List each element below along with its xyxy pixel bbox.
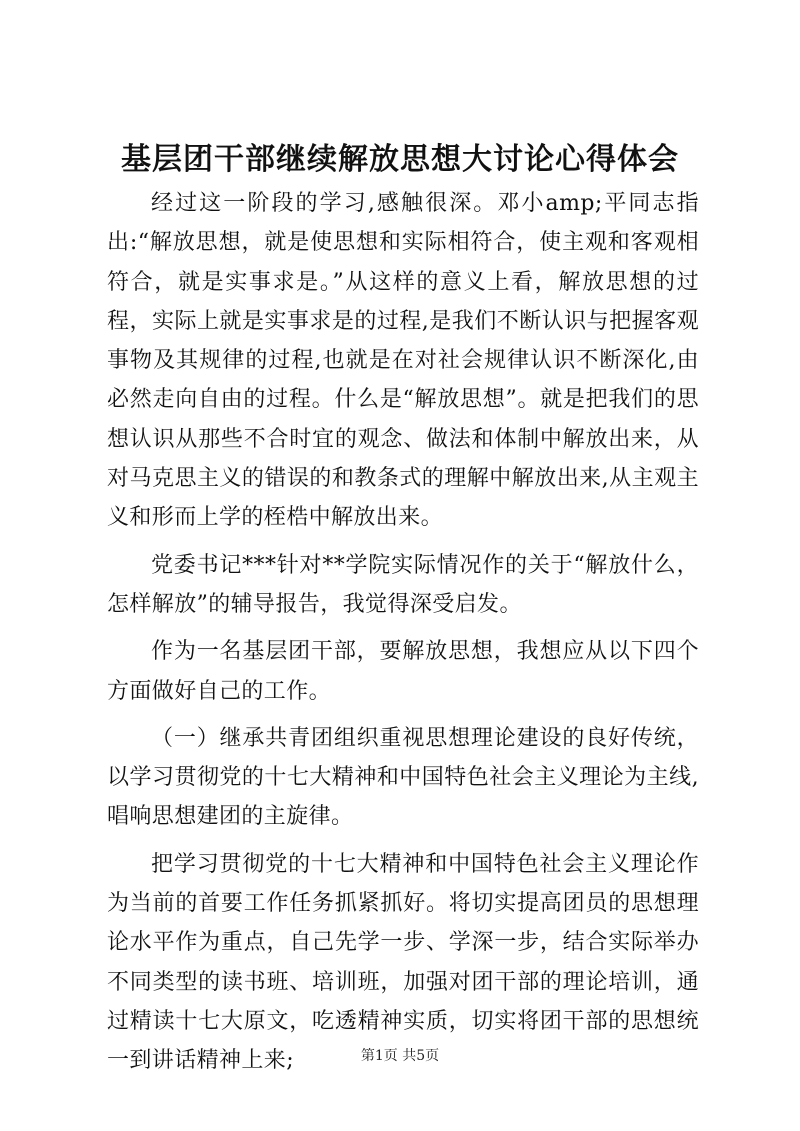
document-body xyxy=(107,184,699,1089)
document-title: 基层团干部继续解放思想大讨论心得体会 xyxy=(121,142,679,177)
paragraph-2: 党委书记***针对**学院实际情况作的关于“解放什么，怎样解放”的辅导报告，我觉得深受启发。 xyxy=(107,552,699,617)
paragraph-5: 把学习贯彻党的十七大精神和中国特色社会主义理论作为当前的首要工作任务抓紧抓好。将切实提高团员的思想理论水平作为重点，自己先学一步、学深一步，结合实际举办不同类型的读书班、培训班，加强对团干部的理论培训，通过精读十七大原文，吃透精神实质，切实将团干部的思想统一到讲话精神上来; xyxy=(107,851,699,1074)
paragraph-1: 经过这一阶段的学习,感触很深。邓小amp;平同志指出:“解放思想，就是使思想和实际相符合，使主观和客观相符合，就是实事求是。”从这样的意义上看，解放思想的过程，实际上就是实事求是的过程,是我们不断认识与把握客观事物及其规律的过程,也就是在对社会规律认识不断深化,由必然走向自由的过程。什么是“解放思想”。就是把我们的思想认识从那些不合时宜的观念、做法和体制中解放出来，从对马克思主义的错误的和教条式的理解中解放出来,从主观主义和形而上学的桎梏中解放出来。 xyxy=(107,191,699,531)
page-footer: 第1页 共5页 xyxy=(360,1048,440,1064)
paragraph-4: （一）继承共青团组织重视思想理论建设的良好传统，以学习贯彻党的十七大精神和中国特色社会主义理论为主线,唱响思想建团的主旋律。 xyxy=(107,725,699,830)
paragraph-3: 作为一名基层团干部，要解放思想，我想应从以下四个方面做好自己的工作。 xyxy=(107,639,699,704)
